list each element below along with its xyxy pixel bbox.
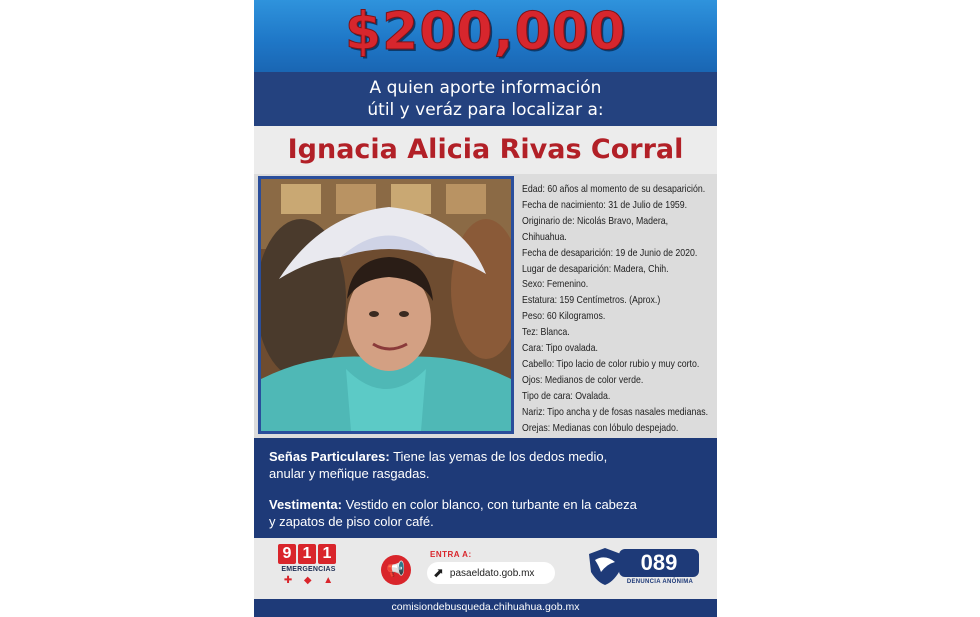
- site-url: pasaeldato.gob.mx: [449, 567, 535, 579]
- marks-paragraph: [269, 448, 709, 482]
- photo-illustration: [261, 179, 511, 431]
- detail-eyes: Ojos: Medianos de color verde.: [522, 374, 644, 386]
- marks-line-2: anular y meñique rasgadas.: [269, 466, 430, 481]
- detail-weight: Peso: 60 Kilogramos.: [522, 311, 606, 323]
- intro-banner: [254, 72, 717, 126]
- digit-9: 9: [278, 544, 296, 564]
- marks-label: Señas Particulares:: [269, 449, 390, 464]
- name-banner: [254, 126, 717, 174]
- emergency-label: EMERGENCIAS: [281, 566, 336, 573]
- clothing-label: Vestimenta:: [269, 497, 342, 512]
- emergency-911-logo: [278, 544, 339, 594]
- marks-section: [254, 438, 717, 538]
- detail-birthdate: Fecha de nacimiento: 31 de Julio de 1959.: [522, 199, 688, 211]
- detail-origin: Originario de: Nicolás Bravo, Madera,: [522, 215, 669, 227]
- detail-height: Estatura: 159 Centímetros. (Aprox.): [522, 295, 661, 307]
- hotline-label: DENUNCIA ANÓNIMA: [626, 579, 694, 585]
- megaphone-icon: 📢: [381, 555, 411, 585]
- clothing-line-2: y zapatos de piso color café.: [269, 514, 434, 529]
- intro-line-1: A quien aporte información: [369, 78, 602, 98]
- commission-url[interactable]: comisiondebusqueda.chihuahua.gob.mx: [391, 601, 580, 613]
- hotline-number: 089: [619, 549, 699, 577]
- clothing-paragraph: [269, 496, 709, 530]
- medical-cross-icon: ✚: [283, 575, 293, 586]
- person-photo: [261, 179, 511, 431]
- person-name: Ignacia Alicia Rivas Corral: [287, 134, 684, 165]
- detail-ears: Orejas: Medianas con lóbulo despejado.: [522, 422, 679, 434]
- detail-disappearance-date: Fecha de desaparición: 19 de Junio de 2020.: [522, 247, 698, 259]
- details-list: [522, 182, 717, 437]
- reward-amount: $200,000: [344, 2, 627, 62]
- detail-origin-state: Chihuahua.: [522, 231, 567, 243]
- cursor-icon: ⬈: [433, 565, 444, 580]
- shield-icon: [587, 546, 623, 586]
- detail-age: Edad: 60 años al momento de su desaparición.: [522, 184, 706, 195]
- detail-face: Cara: Tipo ovalada.: [522, 343, 598, 355]
- enter-label: ENTRA A:: [430, 550, 472, 559]
- detail-nose: Nariz: Tipo ancha y de fosas nasales medianas.: [522, 406, 709, 418]
- marks-line-1: Tiene las yemas de los dedos medio,: [393, 449, 608, 464]
- clothing-line-1: Vestido en color blanco, con turbante en la cabeza: [345, 497, 637, 512]
- detail-hair: Cabello: Tipo lacio de color rubio y muy corto.: [522, 358, 700, 370]
- digit-1: 1: [298, 544, 316, 564]
- detail-sex: Sexo: Femenino.: [522, 279, 589, 291]
- reward-banner: [254, 0, 717, 72]
- bottom-banner: [254, 599, 717, 617]
- intro-line-2: útil y veráz para localizar a:: [367, 100, 604, 120]
- footer: [254, 538, 717, 599]
- missing-person-poster: [254, 0, 717, 617]
- site-link[interactable]: [427, 562, 555, 584]
- digit-1-second: 1: [318, 544, 336, 564]
- police-icon: ◆: [303, 575, 312, 586]
- emergency-icons: [278, 575, 339, 586]
- detail-complexion: Tez: Blanca.: [522, 327, 570, 339]
- hotline-089-logo: [587, 546, 699, 592]
- photo-frame: [258, 176, 514, 434]
- fire-icon: ▲: [323, 575, 334, 586]
- detail-face-type: Tipo de cara: Ovalada.: [522, 390, 611, 402]
- detail-disappearance-place: Lugar de desaparición: Madera, Chih.: [522, 263, 669, 275]
